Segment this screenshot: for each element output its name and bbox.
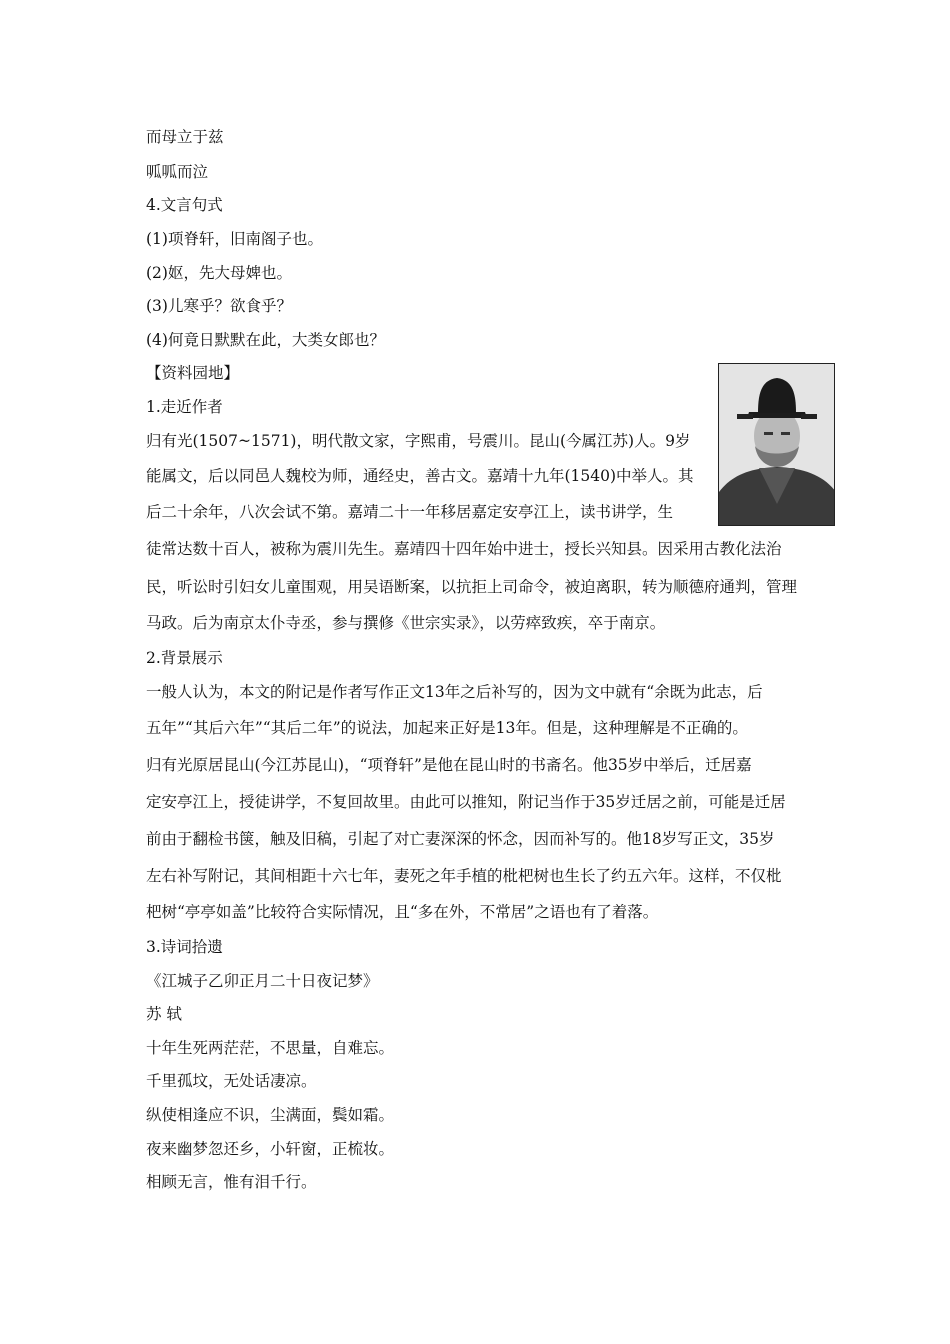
section-heading: 2.背景展示	[146, 649, 223, 667]
text-line: 而母立于兹	[146, 128, 224, 146]
background-paragraph-line: 左右补写附记，其间相距十六七年，妻死之年手植的枇杷树也生长了约五六年。这样，不仅枇	[146, 867, 782, 885]
author-paragraph-line: 民，听讼时引妇女儿童围观，用吴语断案，以抗拒上司命令，被迫离职，转为顺德府通判，管理	[146, 578, 798, 596]
section-heading: 4.文言句式	[146, 196, 223, 214]
author-paragraph-line: 徒常达数十百人，被称为震川先生。嘉靖四十四年始中进士，授长兴知县。因采用古教化法治	[146, 540, 782, 558]
text-line: (2)妪，先大母婢也。	[146, 264, 292, 282]
background-paragraph-line: 归有光原居昆山(今江苏昆山)，“项脊轩”是他在昆山时的书斋名。他35岁中举后，迁居嘉	[146, 756, 752, 774]
background-paragraph-line: 杷树“亭亭如盖”比较符合实际情况，且“多在外，不常居”之语也有了着落。	[146, 903, 659, 921]
background-paragraph-line: 定安亭江上，授徒讲学，不复回故里。由此可以推知，附记当作于35岁迁居之前，可能是迁居	[146, 793, 786, 811]
background-paragraph-line: 一般人认为，本文的附记是作者写作正文13年之后补写的，因为文中就有“余既为此志，后	[146, 683, 763, 701]
poem-line: 夜来幽梦忽还乡，小轩窗，正梳妆。	[146, 1140, 395, 1158]
text-line: (4)何竟日默默在此，大类女郎也？	[146, 331, 385, 349]
text-line: 呱呱而泣	[146, 163, 209, 181]
author-portrait-image	[718, 363, 835, 526]
poem-line: 纵使相逢应不识，尘满面，鬓如霜。	[146, 1106, 395, 1124]
section-heading: 【资料园地】	[146, 364, 240, 382]
poem-line: 千里孤坟，无处话凄凉。	[146, 1072, 317, 1090]
author-paragraph-line: 能属文，后以同邑人魏校为师，通经史，善古文。嘉靖十九年(1540)中举人。其	[146, 467, 694, 485]
background-paragraph-line: 五年”“其后六年”“其后二年”的说法，加起来正好是13年。但是，这种理解是不正确的。	[146, 719, 748, 737]
portrait-illustration	[719, 364, 835, 526]
author-paragraph-line: 后二十余年，八次会试不第。嘉靖二十一年移居嘉定安亭江上，读书讲学，生	[146, 503, 674, 521]
poem-author: 苏 轼	[146, 1005, 182, 1023]
poem-title: 《江城子乙卯正月二十日夜记梦》	[146, 972, 379, 990]
background-paragraph-line: 前由于翻检书箧，触及旧稿，引起了对亡妻深深的怀念，因而补写的。他18岁写正文，35岁	[146, 830, 775, 848]
author-paragraph-line: 马政。后为南京太仆寺丞，参与撰修《世宗实录》，以劳瘁致疾，卒于南京。	[146, 614, 666, 632]
section-heading: 3.诗词拾遗	[146, 938, 223, 956]
section-heading: 1.走近作者	[146, 398, 223, 416]
poem-line: 相顾无言，惟有泪千行。	[146, 1173, 317, 1191]
poem-line: 十年生死两茫茫，不思量，自难忘。	[146, 1039, 395, 1057]
text-line: (1)项脊轩，旧南阁子也。	[146, 230, 323, 248]
author-paragraph-line: 归有光(1507~1571)，明代散文家，字熙甫，号震川。昆山(今属江苏)人。9岁	[146, 432, 691, 450]
text-line: (3)儿寒乎？欲食乎？	[146, 297, 292, 315]
